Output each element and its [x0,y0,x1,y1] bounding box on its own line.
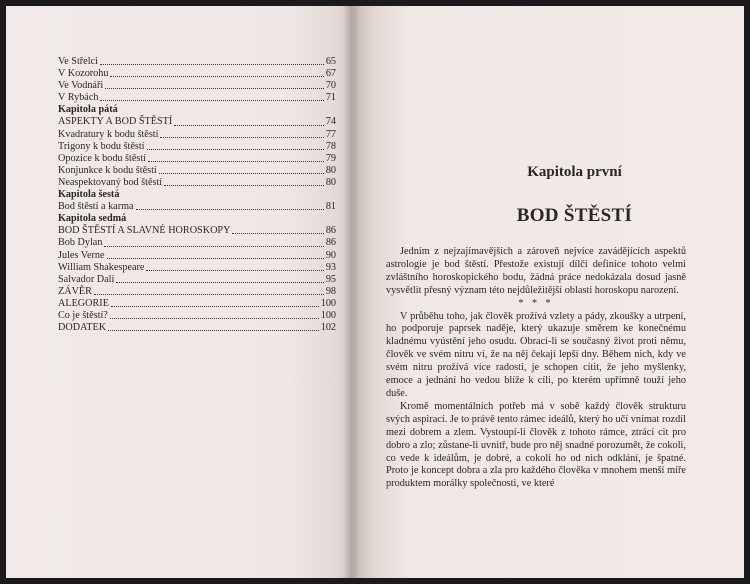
toc-chapter-heading: Kapitola pátá [58,104,118,116]
toc-entry[interactable] [58,129,336,141]
toc-page-number: 67 [325,68,336,80]
chapter-title: BOD ŠTĚSTÍ [516,205,633,226]
toc-entry[interactable] [58,262,336,274]
toc-entry[interactable] [58,250,336,262]
toc-leader-dots [160,137,323,138]
toc-entry-title: Bod štěstí a karma [58,201,134,213]
toc-leader-dots [100,100,323,101]
toc-page-number: 70 [325,80,336,92]
toc-leader-dots [105,88,324,89]
toc-leader-dots [146,270,323,271]
toc-page-number: 100 [320,309,336,321]
toc-entry-title: Ve Střelci [58,56,98,67]
toc-entry-title: ALEGORIE [58,297,109,309]
toc-entry-title: ZÁVĚR [58,285,92,297]
chapter-body [386,246,686,491]
toc-page-number: 80 [325,176,336,188]
toc-page-number: 65 [325,56,336,67]
toc-page-number: 79 [325,152,336,164]
toc-entry-title: DODATEK [58,322,107,334]
toc-entry[interactable] [58,141,336,153]
toc-entry[interactable] [58,274,336,286]
toc-page-number: 86 [325,237,336,249]
toc-entry[interactable] [58,92,336,104]
toc-leader-dots [104,246,323,247]
toc-entry[interactable] [58,56,336,68]
toc-page-number: 95 [325,273,336,285]
toc-entry-title: ASPEKTY A BOD ŠTĚSTÍ [58,116,173,128]
toc-chapter-heading: Kapitola sedmá [58,213,127,225]
toc-leader-dots [232,233,323,234]
toc-entry-title: Co je štěstí? [58,309,108,321]
toc-entry[interactable] [58,237,336,249]
toc-entry-title: Konjunkce k bodu štěstí [58,164,157,176]
toc-leader-dots [110,76,323,77]
toc-page-number: 78 [325,140,336,152]
table-of-contents [58,56,336,334]
toc-page-number: 98 [325,285,336,297]
toc-page-number: 81 [325,201,336,213]
toc-page-number: 80 [325,164,336,176]
toc-leader-dots [111,306,319,307]
toc-entry-title: Neaspektovaný bod štěstí [58,176,163,188]
toc-page-number: 90 [325,249,336,261]
toc-page-number: 100 [320,297,336,309]
toc-leader-dots [107,258,324,259]
left-page [6,6,355,578]
toc-leader-dots [147,149,324,150]
toc-entry[interactable] [58,286,336,298]
toc-entry-title: Salvador Dalí [58,273,115,285]
toc-leader-dots [174,125,324,126]
toc-chapter-heading: Kapitola šestá [58,189,120,201]
toc-leader-dots [108,330,319,331]
toc-page-number: 102 [320,322,336,334]
chapter-label: Kapitola první [527,164,622,180]
toc-entry-title: William Shakespeare [58,261,145,273]
right-page [355,6,744,578]
toc-entry[interactable] [58,298,336,310]
toc-entry[interactable] [58,177,336,189]
toc-entry-title: Opozice k bodu štěstí [58,152,146,164]
toc-leader-dots [136,209,324,210]
toc-entry-title: Kvadratury k bodu štěstí [58,128,159,140]
toc-entry[interactable] [58,153,336,165]
toc-entry[interactable] [58,68,336,80]
toc-leader-dots [110,318,319,319]
toc-leader-dots [148,161,324,162]
toc-page-number: 77 [325,128,336,140]
toc-entry[interactable] [58,116,336,128]
toc-entry[interactable] [58,310,336,322]
toc-entry-title: V Rybách [58,92,99,104]
toc-leader-dots [159,173,324,174]
toc-page-number: 93 [325,261,336,273]
section-separator: * * * [518,297,554,309]
toc-leader-dots [164,185,324,186]
toc-leader-dots [100,64,324,65]
book-spread [6,6,744,578]
paragraph-1: V průběhu toho, jak člověk prožívá vzlety a pády, zkoušky a utrpení, ho podporuje paprsek naděje, který ukazuje směrem ke konečnému kladnému vyústění jeho osudu. Obrací-li se současný život proti němu, člověk ve svém nitru ví, že na něj čekají lepší dny. Během nich, kdy ve svém nitru prožívá více radosti, je schopen cítit, že jeho myšlenky, emoce a jednání ho vedou blíže k cíli, po kterém upřímně touží jeho duše. [386,310,686,399]
paragraph-intro: Jedním z nejzajímavějších a zároveň nejvíce zavádějících aspektů astrologie je bod štěstí. Přestože existují dílčí definice tohoto velmi zvláštního horoskopického bodu, žádná práce nedokázala dosud jasně vysvětlit přesný význam této nejdůležitější oblasti horoskopu narození. [386,246,686,296]
toc-entry[interactable] [58,80,336,92]
toc-leader-dots [94,294,324,295]
toc-entry[interactable] [58,225,336,237]
toc-entry-title: V Kozorohu [58,68,109,80]
toc-entry-title: Bob Dylan [58,237,103,249]
toc-entry-title: BOD ŠTĚSTÍ A SLAVNÉ HOROSKOPY [58,225,231,237]
toc-page-number: 86 [325,225,336,237]
toc-entry-title: Trigony k bodu štěstí [58,140,145,152]
toc-entry-title: Ve Vodnáři [58,80,104,92]
toc-entry[interactable] [58,165,336,177]
toc-entry[interactable] [58,201,336,213]
paragraph-2: Kromě momentálních potřeb má v sobě každý člověk strukturu svých aspirací. Je to právě tento rámec ideálů, který ho učí vnímat rozdíl mezi dobrem a zlem. Vystoupí-li člověk z tohoto rámce, ztrácí cit pro dobro a zlo; zůstane-li uvnitř, bude pro něj snadné porozumět, že cokoli, co vede k ideálům, je dobré, a cokoli ho od nich odklání, je špatné. Proto je koncept dobra a zla pro každého člověka v mnohem menší míře produktem morálky společnosti, ve které [386,400,686,490]
toc-leader-dots [116,282,324,283]
toc-entry-title: Jules Verne [58,249,105,261]
toc-page-number: 71 [325,92,336,104]
toc-entry[interactable] [58,322,336,334]
toc-page-number: 74 [325,116,336,128]
